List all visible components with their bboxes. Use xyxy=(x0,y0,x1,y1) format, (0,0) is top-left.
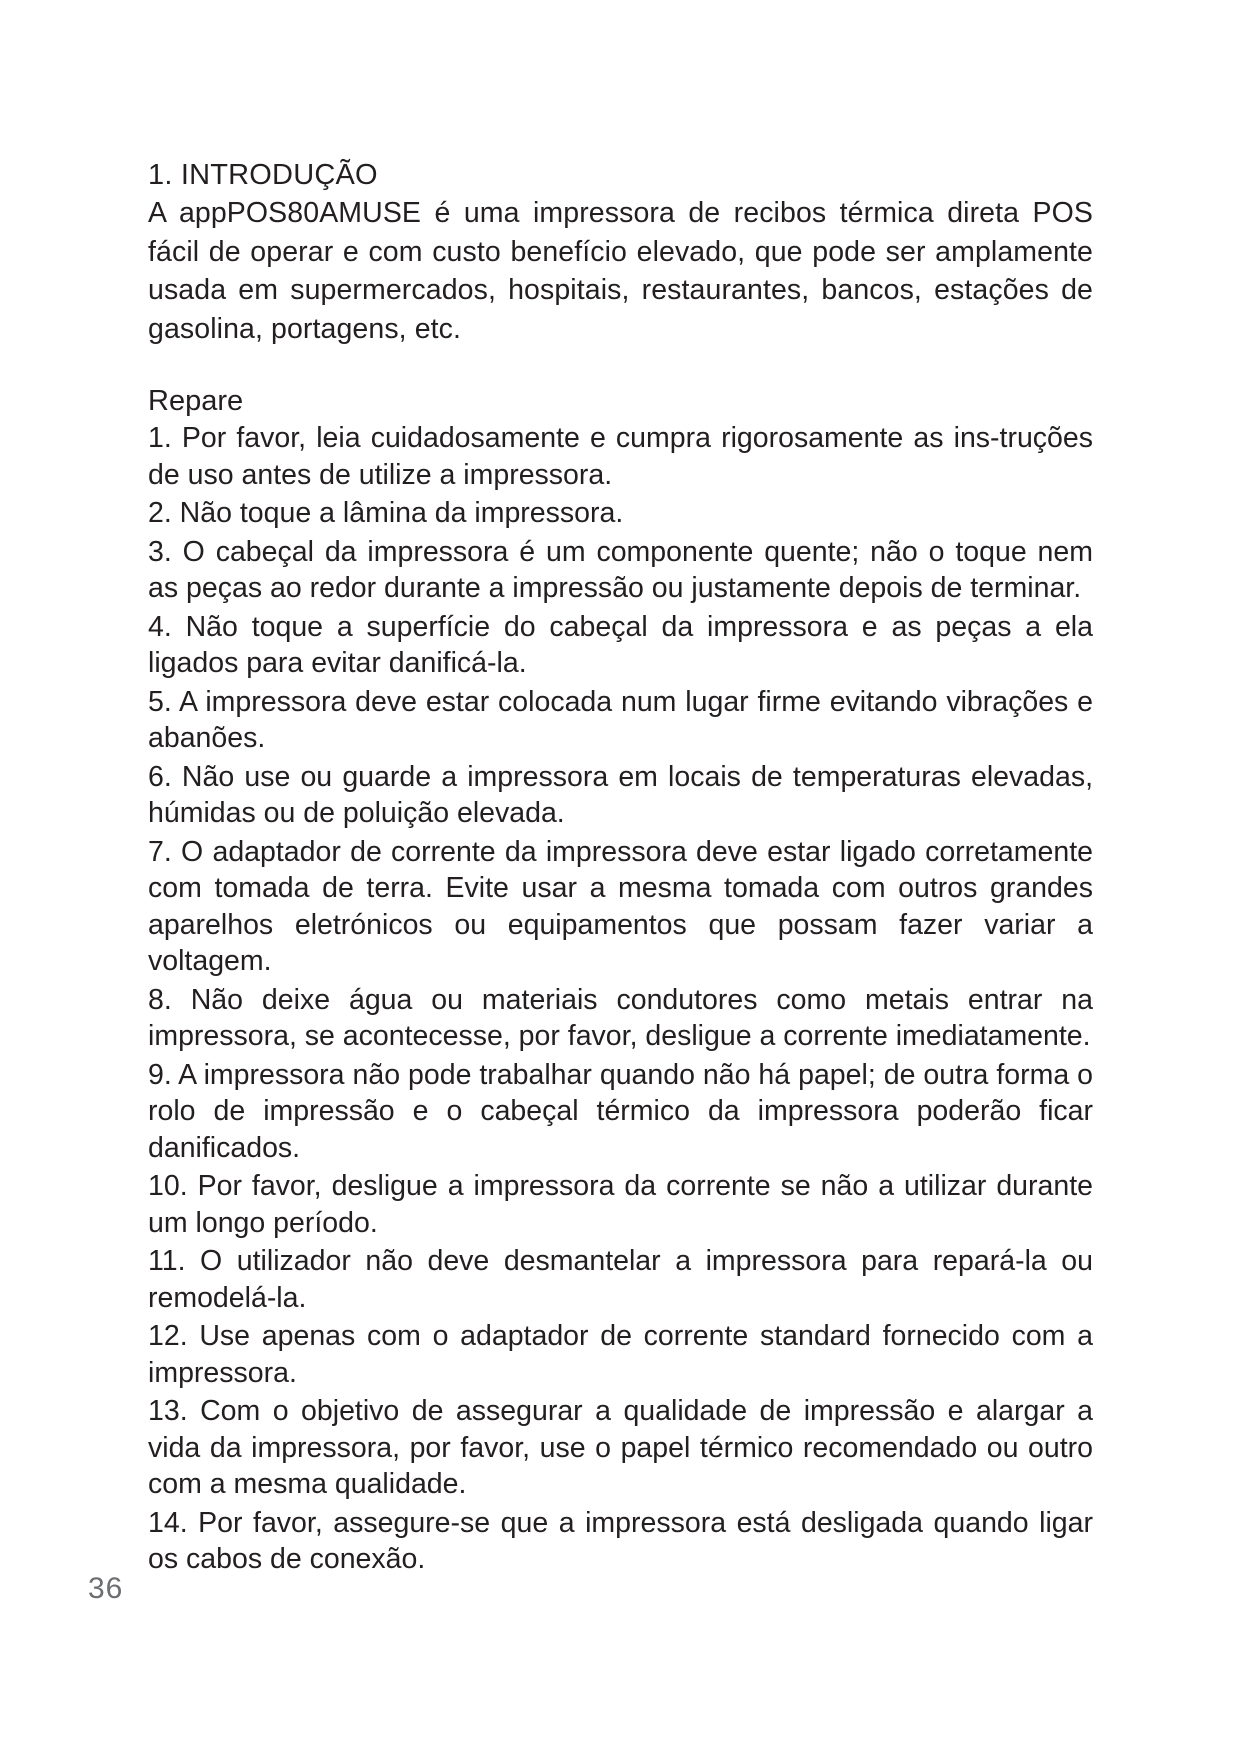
notice-item: 6. Não use ou guarde a impressora em locais de temperaturas elevadas, húmidas ou de poluição elevada. xyxy=(148,760,1093,829)
notice-item: 3. O cabeçal da impressora é um componente quente; não o toque nem as peças ao redor durante a impressão ou justamente depois de terminar. xyxy=(148,535,1093,604)
page-number: 36 xyxy=(88,1572,124,1605)
notice-item: 8. Não deixe água ou materiais condutores como metais entrar na impressora, se acontecesse, por favor, desligue a corrente imediatamente. xyxy=(148,983,1093,1052)
notice-item: 4. Não toque a superfície do cabeçal da impressora e as peças a ela ligados para evitar danificá-la. xyxy=(148,610,1093,679)
notice-list xyxy=(148,420,1093,1578)
page-content xyxy=(148,156,1093,1580)
notice-item: 14. Por favor, assegure-se que a impressora está desligada quando ligar os cabos de conexão. xyxy=(148,1506,1093,1575)
notice-item: 11. O utilizador não deve desmantelar a impressora para repará-la ou remodelá-la. xyxy=(148,1245,1093,1314)
notice-item: 5. A impressora deve estar colocada num lugar firme evitando vibrações e abanões. xyxy=(148,685,1093,754)
intro-paragraph: A appPOS80AMUSE é uma impressora de recibos térmica direta POS fácil de operar e com custo benefício elevado, que pode ser amplamente usada em supermercados, hospitais, restaurantes, bancos, estações de gasolina, portagens, etc. xyxy=(148,197,1093,345)
notice-item: 12. Use apenas com o adaptador de corrente standard fornecido com a impressora. xyxy=(148,1320,1093,1389)
notice-item: 2. Não toque a lâmina da impressora. xyxy=(148,497,624,529)
notice-item: 10. Por favor, desligue a impressora da corrente se não a utilizar durante um longo período. xyxy=(148,1170,1093,1239)
notice-item: 13. Com o objetivo de assegurar a qualidade de impressão e alargar a vida da impressora, por favor, use o papel térmico recomendado ou outro com a mesma qualidade. xyxy=(148,1395,1093,1500)
notice-item: 1. Por favor, leia cuidadosamente e cumpra rigorosamente as ins-truções de uso antes de utilize a impressora. xyxy=(148,422,1093,491)
section-title: 1. INTRODUÇÃO xyxy=(148,159,378,191)
notice-item: 7. O adaptador de corrente da impressora deve estar ligado corretamente com tomada de terra. Evite usar a mesma tomada com outros grandes aparelhos eletrónicos ou equipamentos que possam fazer variar a voltagem. xyxy=(148,835,1093,977)
notice-item: 9. A impressora não pode trabalhar quando não há papel; de outra forma o rolo de impressão e o cabeçal térmico da impressora poderão ficar danificados. xyxy=(148,1058,1093,1164)
notice-heading: Repare xyxy=(148,385,244,417)
